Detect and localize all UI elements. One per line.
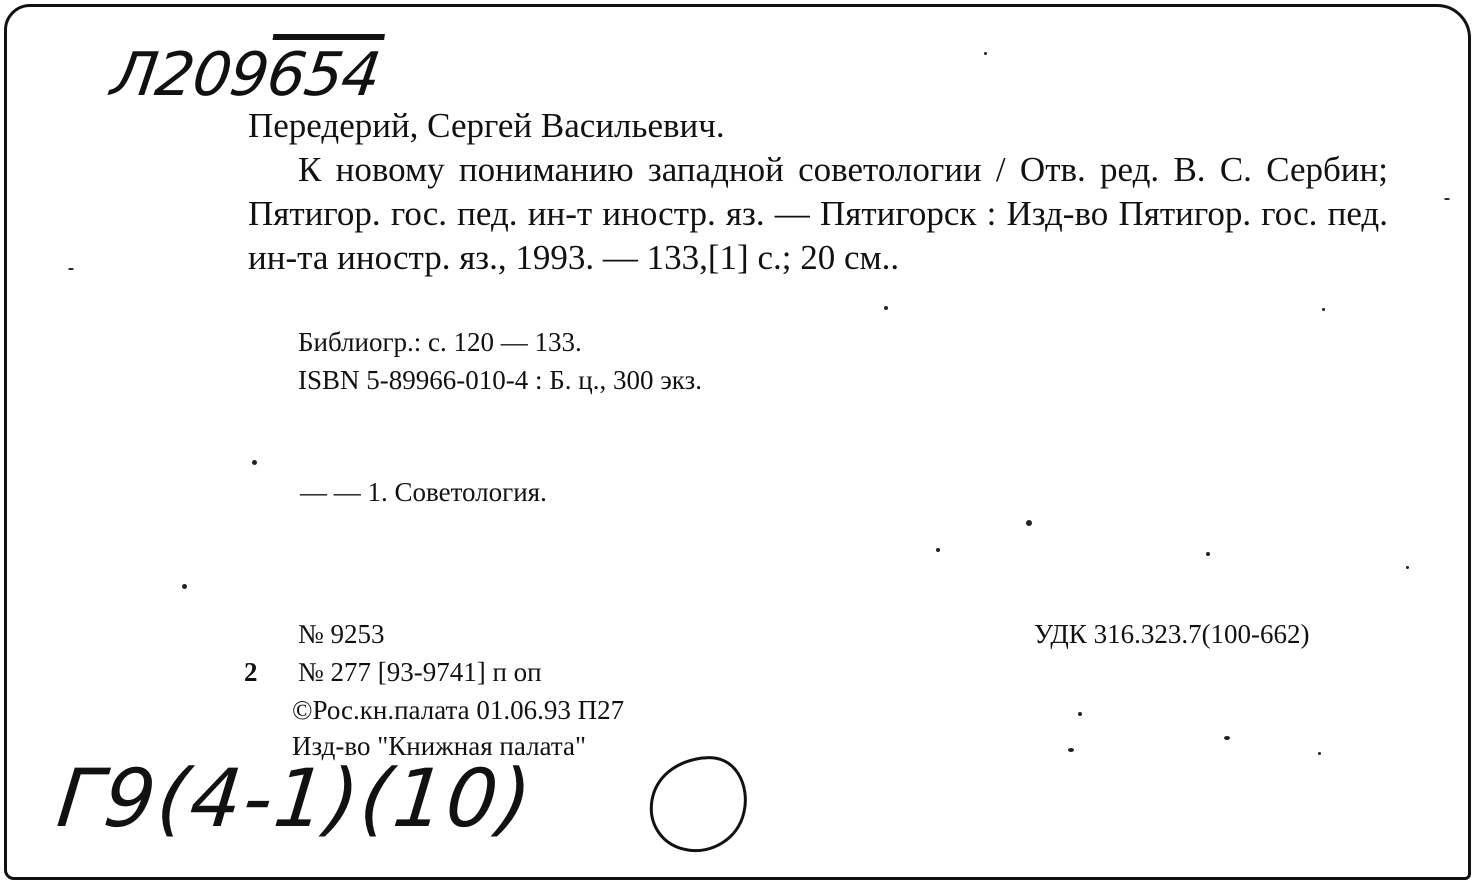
scan-speck <box>1206 552 1210 556</box>
hand-drawn-circle-icon <box>644 752 752 856</box>
bibliographic-entry <box>248 104 1388 280</box>
copyright-line: ©Рос.кн.палата 01.06.93 П27 <box>292 695 625 725</box>
scan-speck <box>1224 736 1230 740</box>
udk-code: УДК 316.323.7(100-662) <box>1034 619 1310 649</box>
scan-speck <box>984 52 987 55</box>
isbn-line: ISBN 5-89966-010-4 : Б. ц., 300 экз. <box>298 365 702 395</box>
scan-speck <box>1406 566 1409 569</box>
bibliography-note: Библиогр.: с. 120 — 133. <box>298 327 582 357</box>
scan-speck <box>1322 308 1325 311</box>
copy-count: 2 <box>244 657 258 687</box>
scan-speck <box>1318 752 1321 755</box>
scan-speck <box>182 584 187 589</box>
scan-speck <box>1068 748 1074 752</box>
scan-speck <box>1026 520 1032 526</box>
handwritten-shelf-mark: Г9(4-1)(10) <box>53 752 538 845</box>
scan-speck <box>936 548 940 552</box>
scan-speck <box>1444 198 1450 200</box>
author-heading: Передерий, Сергей Васильевич. <box>248 106 725 145</box>
title-description: К новому пониманию западной советологии / Отв. ред. В. С. Сербин; Пятигор. гос. пед. ин-т иностр. яз. — Пятигорск : Изд-во Пятигор. гос. пед. ин-та иностр. яз., 1993. — 133,[1] с.; 20 см.. <box>248 150 1388 277</box>
handwritten-accession-number: Л209654 <box>107 40 385 110</box>
publisher-line: Изд-во "Книжная палата" <box>292 731 586 761</box>
subject-heading: — — 1. Советология. <box>300 477 547 507</box>
scan-speck <box>68 268 74 270</box>
scan-speck <box>252 460 257 465</box>
registration-number: № 277 [93-9741] п оп <box>298 657 542 687</box>
card-number: № 9253 <box>298 619 385 649</box>
scan-speck <box>884 306 888 310</box>
scan-speck <box>1078 712 1082 716</box>
